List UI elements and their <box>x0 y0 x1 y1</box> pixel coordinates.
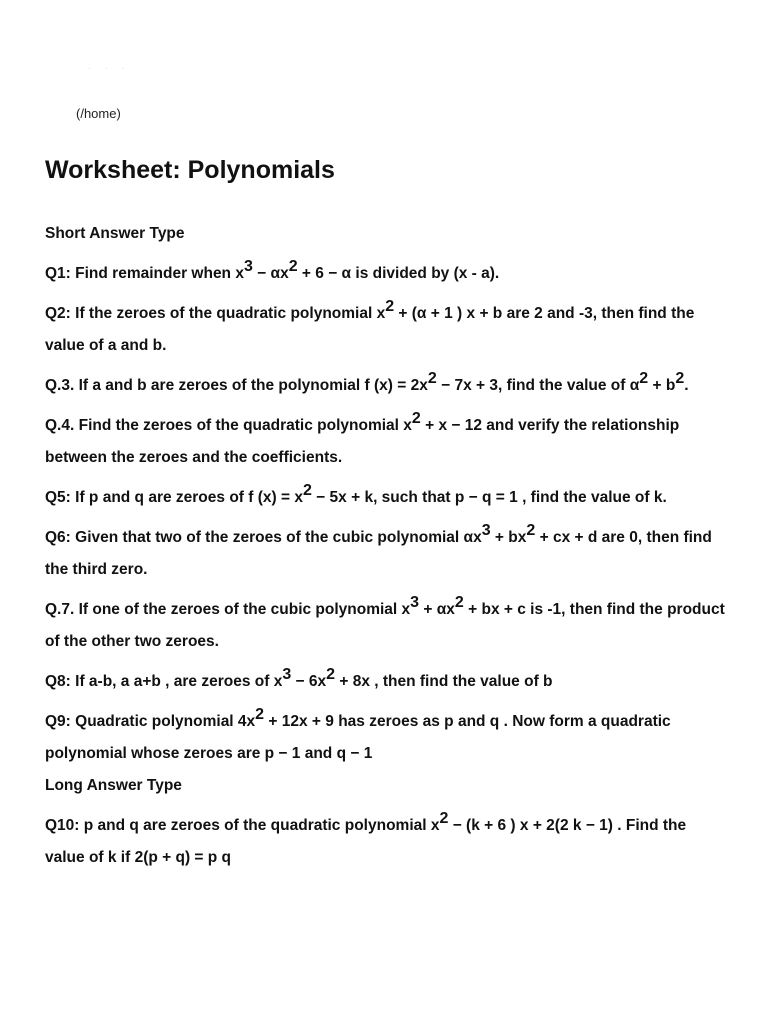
faint-header-mark: · · · <box>88 64 131 73</box>
worksheet-content <box>45 218 725 882</box>
question-3: Q.3. If a and b are zeroes of the polynomial f $(x) = 2x^2 - 7x + 3$, find the value of $\alpha^2 + b^2$. <box>45 370 689 394</box>
page-title: Worksheet: Polynomials <box>45 156 335 184</box>
question-9: Q9: Quadratic polynomial $4x^2 + 12x + 9$ has zeroes as p and q . Now form a quadratic polynomial whose zeroes are p − 1 and q − 1 <box>45 706 671 762</box>
home-link[interactable]: (/home) <box>76 106 121 121</box>
section-heading-long-answer: Long Answer Type <box>45 777 182 794</box>
question-6: Q6: Given that two of the zeroes of the cubic polynomial $\alpha x^3 + bx^2$ + cx + d are 0, then find the third zero. <box>45 522 712 578</box>
question-1: Q1: Find remainder when $x^3 - \alpha x^2 + 6 - \alpha$ is divided by (x - a). <box>45 258 500 282</box>
section-heading-short-answer: Short Answer Type <box>45 225 185 242</box>
question-4: Q.4. Find the zeroes of the quadratic polynomial $x^2 + x - 12$ and verify the relationship between the zeroes and the coefficients. <box>45 410 680 466</box>
question-10: Q10: p and q are zeroes of the quadratic polynomial $x^2 - (k + 6$ ) x + 2(2 k − 1) . Find the value of k if 2(p + q) = p q <box>45 810 687 866</box>
question-8: Q8: If a-b, a a+b , are zeroes of $x^3 - 6x^2 + 8x$ , then find the value of b <box>45 666 553 690</box>
question-2: Q2: If the zeroes of the quadratic polynomial $x^2 + (\alpha + 1$ ) x + b are 2 and -3, then find the value of a and b. <box>45 298 695 354</box>
question-5: Q5: If p and q are zeroes of f $(x) = x^2 - 5x + k$, such that p − q = 1 , find the value of k. <box>45 482 667 506</box>
question-7: Q.7. If one of the zeroes of the cubic polynomial $x^3 + \alpha x^2$ + bx + c is -1, then find the product of the other two zeroes. <box>45 594 725 650</box>
